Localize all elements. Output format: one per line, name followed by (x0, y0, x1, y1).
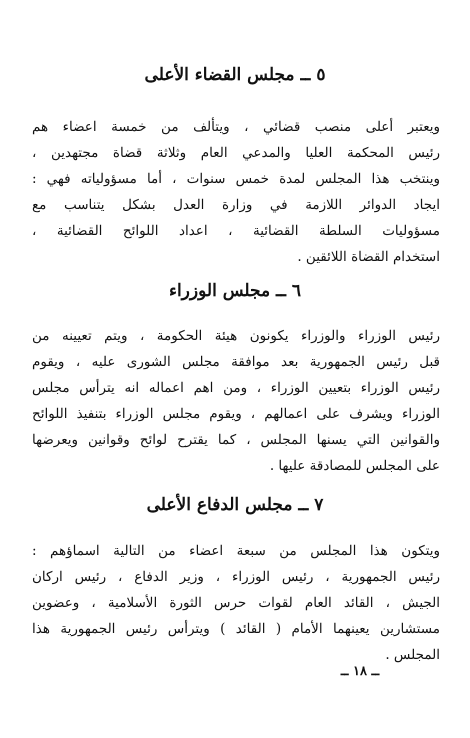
section-5-line-6: استخدام القضاة اللائقين . (297, 249, 440, 265)
section-5-paragraph (32, 114, 440, 270)
section-5-line-4: ايجاد الدوائر اللازمة في وزارة العدل بشكل يتناسب مع (32, 197, 440, 213)
section-5-line-3: وينتخب هذا المجلس لمدة خمس سنوات ، أما مسؤولياته فهي : (32, 171, 440, 187)
section-7-line-4: مستشارين يعينهما الأمام ( القائد ) ويترأس رئيس الجمهورية هذا (32, 621, 440, 637)
section-6-heading: ٦ ــ مجلس الوزراء (168, 281, 302, 301)
section-6-line-2: قبل رئيس الجمهورية بعد موافقة مجلس الشورى عليه ، ويقوم (32, 354, 440, 370)
section-7-line-2: رئيس الجمهورية ، رئيس الوزراء ، وزير الدفاع ، رئيس اركان (32, 569, 440, 585)
section-6-paragraph (32, 323, 440, 479)
section-6-line-3: رئيس الوزراء بتعيين الوزراء ، ومن اهم اعماله انه يترأس مجلس (32, 380, 440, 396)
section-7-line-1: ويتكون هذا المجلس من سبعة اعضاء من التالية اسماؤهم : (32, 543, 440, 559)
page-number: ــ ١٨ ــ (340, 664, 380, 679)
section-5-line-2: رئيس المحكمة العليا والمدعي العام وثلاثة قضاة مجتهدين ، (32, 145, 440, 161)
section-7-line-5: المجلس . (385, 647, 440, 663)
section-5-line-1: ويعتبر أعلى منصب قضائي ، ويتألف من خمسة اعضاء هم (32, 119, 440, 135)
section-7-paragraph (32, 538, 440, 668)
section-5-heading: ٥ ــ مجلس القضاء الأعلى (144, 65, 326, 85)
section-6-line-4: الوزراء ويشرف على اعمالهم ، ويقوم مجلس الوزراء بتنفيذ اللوائح (32, 406, 440, 422)
section-5-line-5: مسؤوليات السلطة القضائية ، اعداد اللوائح القضائية ، (32, 223, 440, 239)
section-6-line-6: على المجلس للمصادقة عليها . (269, 458, 440, 474)
section-7-heading: ٧ ــ مجلس الدفاع الأعلى (146, 495, 324, 515)
section-6-line-1: رئيس الوزراء والوزراء يكونون هيئة الحكومة ، ويتم تعيينه من (32, 328, 440, 344)
section-7-line-3: الجيش ، القائد العام لقوات حرس الثورة الأسلامية ، وعضوين (32, 595, 440, 611)
section-6-line-5: والقوانين التي يسنها المجلس ، كما يقترح لوائح وقوانين ويعرضها (32, 432, 440, 448)
